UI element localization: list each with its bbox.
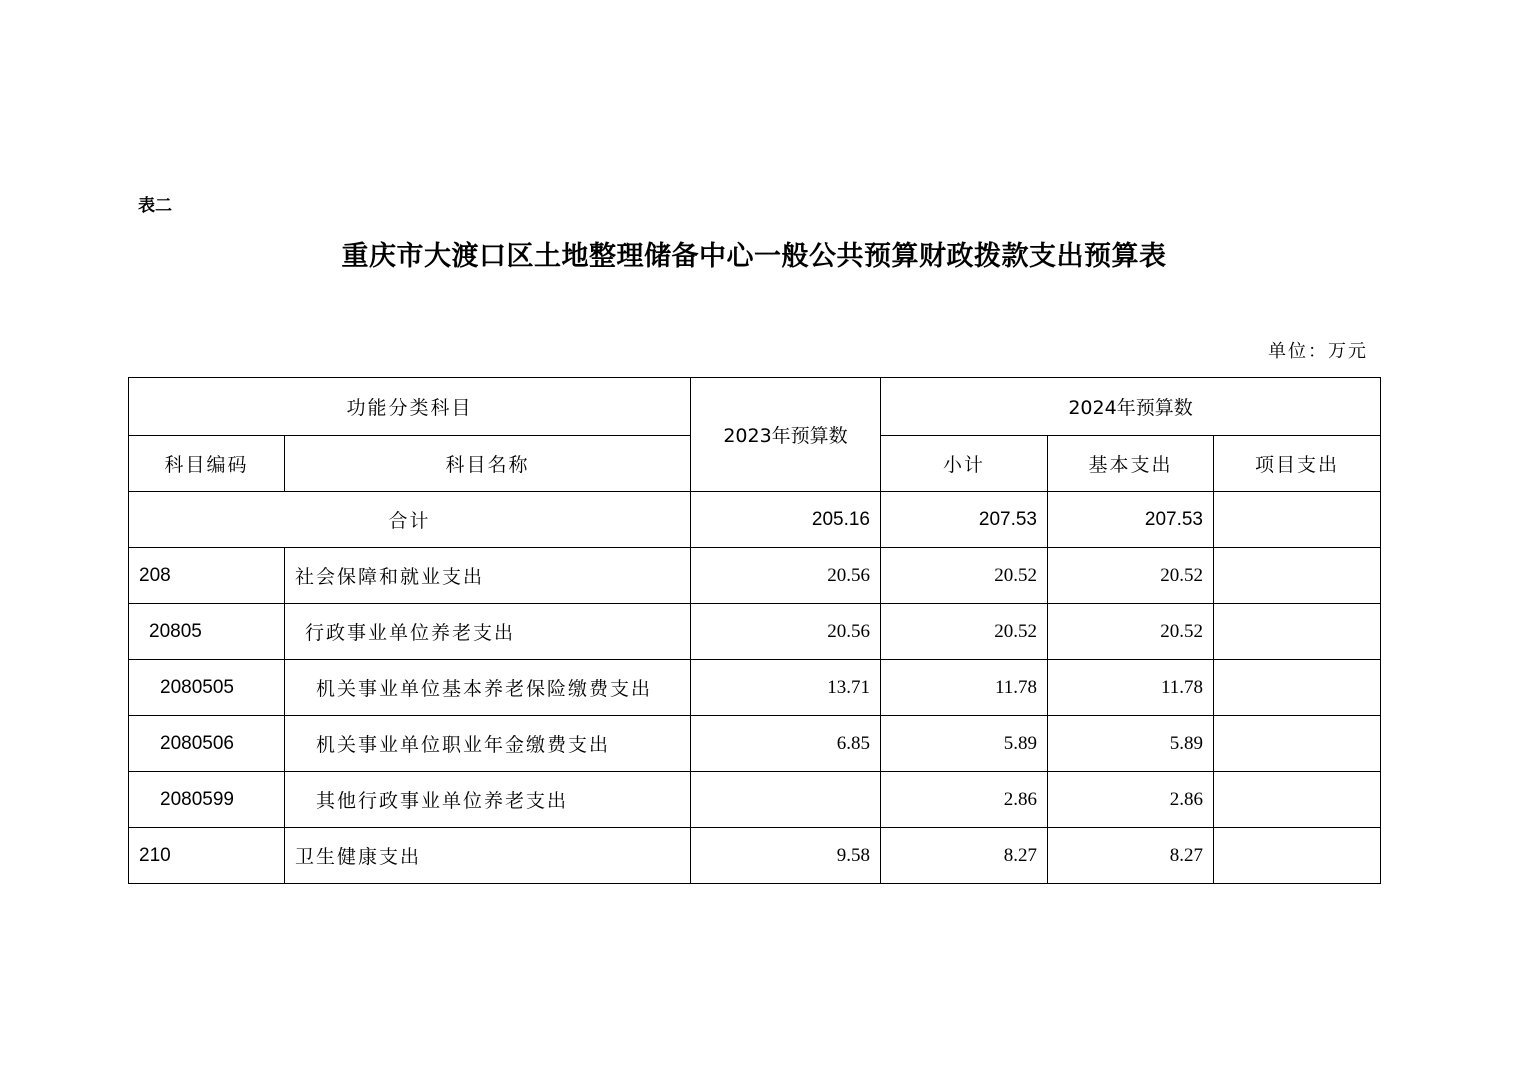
row-name: 卫生健康支出 xyxy=(285,828,691,884)
row-basic: 5.89 xyxy=(1048,716,1214,772)
row-code: 2080506 xyxy=(129,716,285,772)
row-project xyxy=(1214,604,1381,660)
row-project xyxy=(1214,772,1381,828)
total-subtotal: 207.53 xyxy=(881,492,1048,548)
row-subtotal: 20.52 xyxy=(881,548,1048,604)
header-project-expense: 项目支出 xyxy=(1214,436,1381,492)
header-subtotal: 小计 xyxy=(881,436,1048,492)
row-name: 行政事业单位养老支出 xyxy=(285,604,691,660)
header-2023-budget: 2023年预算数 xyxy=(691,378,881,492)
row-name: 其他行政事业单位养老支出 xyxy=(285,772,691,828)
row-code: 210 xyxy=(129,828,285,884)
total-project xyxy=(1214,492,1381,548)
row-2023-budget: 9.58 xyxy=(691,828,881,884)
header-function-category: 功能分类科目 xyxy=(129,378,691,436)
row-name: 社会保障和就业支出 xyxy=(285,548,691,604)
total-2023-budget: 205.16 xyxy=(691,492,881,548)
document-title: 重庆市大渡口区土地整理储备中心一般公共预算财政拨款支出预算表 xyxy=(341,241,1167,272)
table-row xyxy=(129,772,1381,828)
row-2023-budget: 20.56 xyxy=(691,604,881,660)
table-row xyxy=(129,828,1381,884)
header-subject-name: 科目名称 xyxy=(285,436,691,492)
unit-note: 单位：万元 xyxy=(1268,341,1368,362)
row-code: 2080505 xyxy=(129,660,285,716)
table-row xyxy=(129,716,1381,772)
total-basic: 207.53 xyxy=(1048,492,1214,548)
row-basic: 11.78 xyxy=(1048,660,1214,716)
row-subtotal: 8.27 xyxy=(881,828,1048,884)
row-name: 机关事业单位职业年金缴费支出 xyxy=(285,716,691,772)
row-2023-budget: 6.85 xyxy=(691,716,881,772)
table-row xyxy=(129,660,1381,716)
total-label: 合计 xyxy=(129,492,691,548)
header-basic-expense: 基本支出 xyxy=(1048,436,1214,492)
header-subject-code: 科目编码 xyxy=(129,436,285,492)
row-subtotal: 2.86 xyxy=(881,772,1048,828)
row-basic: 20.52 xyxy=(1048,548,1214,604)
total-row xyxy=(129,492,1381,548)
row-basic: 2.86 xyxy=(1048,772,1214,828)
table-label: 表二 xyxy=(138,196,172,216)
row-2023-budget: 13.71 xyxy=(691,660,881,716)
row-code: 208 xyxy=(129,548,285,604)
table-row xyxy=(129,548,1381,604)
budget-table xyxy=(128,377,1381,884)
row-code: 20805 xyxy=(129,604,285,660)
header-2024-budget: 2024年预算数 xyxy=(881,378,1381,436)
row-project xyxy=(1214,828,1381,884)
table-row xyxy=(129,604,1381,660)
row-subtotal: 11.78 xyxy=(881,660,1048,716)
row-project xyxy=(1214,548,1381,604)
row-project xyxy=(1214,716,1381,772)
row-2023-budget: 20.56 xyxy=(691,548,881,604)
row-subtotal: 20.52 xyxy=(881,604,1048,660)
row-2023-budget xyxy=(691,772,881,828)
row-code: 2080599 xyxy=(129,772,285,828)
header-row-1 xyxy=(129,378,1381,436)
row-basic: 8.27 xyxy=(1048,828,1214,884)
row-subtotal: 5.89 xyxy=(881,716,1048,772)
row-basic: 20.52 xyxy=(1048,604,1214,660)
row-project xyxy=(1214,660,1381,716)
row-name: 机关事业单位基本养老保险缴费支出 xyxy=(285,660,691,716)
